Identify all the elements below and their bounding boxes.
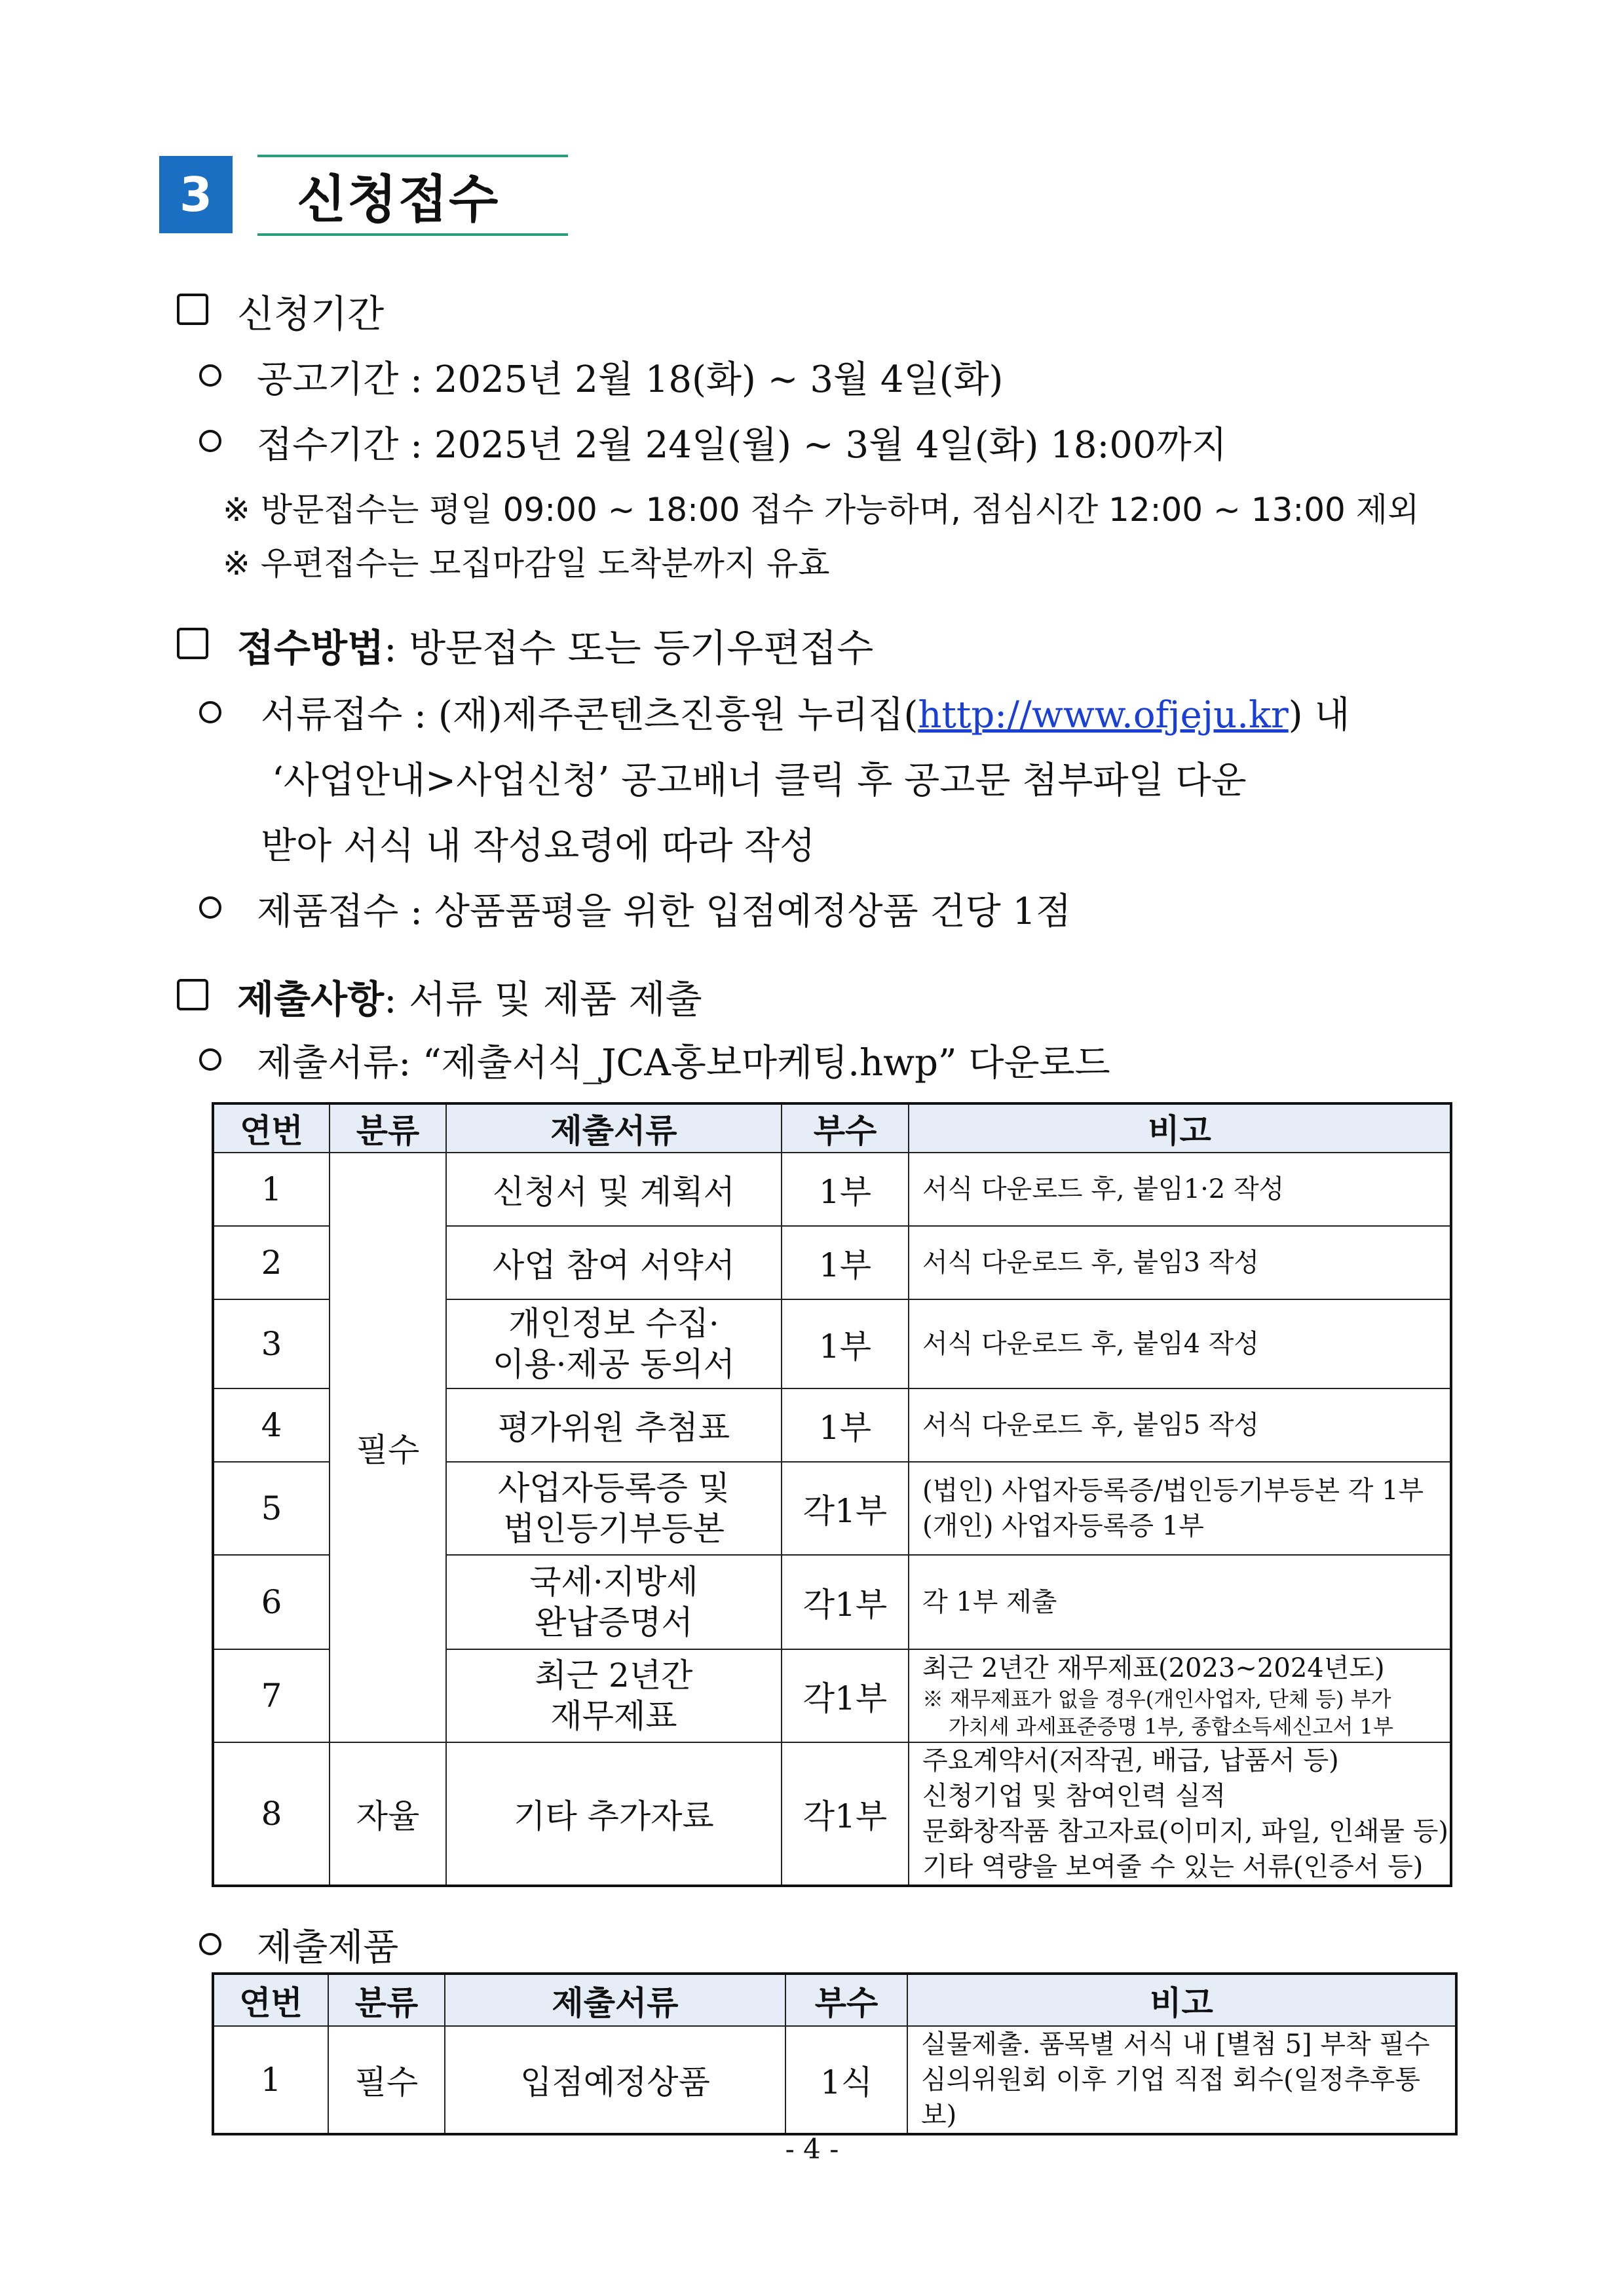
category-required: 필수 [330, 1153, 446, 1742]
header-remarks: 비고 [909, 1103, 1451, 1153]
row-qty: 1부 [782, 1153, 909, 1226]
row-note-line: (법인) 사업자등록증/법인등기부등본 각 1부 [922, 1476, 1424, 1506]
row-note: 서식 다운로드 후, 붙임5 작성 [909, 1388, 1451, 1462]
products-label: 제출제품 [257, 1926, 399, 1969]
circle-bullet-icon [199, 364, 221, 387]
circle-bullet-icon [199, 430, 221, 452]
checkbox-bullet-icon [177, 294, 208, 325]
row-note [909, 1462, 1451, 1555]
row-note-line: 실물제출. 품목별 서식 내 [별첨 5] 부착 필수 [921, 2029, 1430, 2059]
row-note: 서식 다운로드 후, 붙임1·2 작성 [909, 1153, 1451, 1226]
row-no: 8 [213, 1742, 330, 1886]
row-doc: 사업 참여 서약서 [446, 1226, 782, 1299]
header-qty: 부수 [785, 1974, 907, 2026]
header-no: 연번 [213, 1103, 330, 1153]
row-note-line: 최근 2년간 재무제표(2023~2024년도) [922, 1653, 1385, 1684]
doc-receipt-line2: ‘사업안내>사업신청’ 공고배너 클릭 후 공고문 첨부파일 다운 [272, 759, 1247, 802]
table-row [213, 1742, 1451, 1886]
row-note-line: 심의위원회 이후 기업 직접 회수(일정추후통보) [921, 2065, 1420, 2130]
website-link[interactable]: http://www.ofjeju.kr [918, 694, 1289, 737]
row-qty: 각1부 [782, 1649, 909, 1742]
receipt-period: 접수기간 : 2025년 2월 24일(월) ~ 3월 4일(화) 18:00까지 [257, 424, 1227, 467]
row-qty: 각1부 [782, 1555, 909, 1649]
row-doc-line: 이용·제공 동의서 [493, 1345, 735, 1383]
submission-heading-rest: : 서류 및 제품 제출 [384, 977, 702, 1022]
doc-receipt-line3: 받아 서식 내 작성요령에 따라 작성 [261, 825, 816, 868]
row-note-line: 주요계약서(저작권, 배급, 납품서 등) [922, 1746, 1339, 1776]
row-no: 1 [213, 2026, 328, 2134]
product-receipt: 제품접수 : 상품품평을 위한 입점예정상품 건당 1점 [257, 890, 1072, 933]
row-doc-line: 개인정보 수집· [508, 1304, 719, 1343]
row-no: 5 [213, 1462, 330, 1555]
doc-receipt-line1 [261, 686, 1453, 738]
row-doc-line: 최근 2년간 [535, 1656, 693, 1694]
row-doc: 기타 추가자료 [446, 1742, 782, 1886]
row-qty: 1부 [782, 1299, 909, 1388]
row-qty: 1식 [785, 2026, 907, 2134]
row-qty: 각1부 [782, 1742, 909, 1886]
section-number: 3 [159, 156, 233, 233]
row-doc [446, 1462, 782, 1555]
row-note-line: 기타 역량을 보여줄 수 있는 서류(인증서 등) [922, 1852, 1424, 1882]
header-category: 분류 [328, 1974, 445, 2026]
row-note: 서식 다운로드 후, 붙임4 작성 [909, 1299, 1451, 1388]
row-no: 2 [213, 1226, 330, 1299]
header-document: 제출서류 [446, 1103, 782, 1153]
checkbox-bullet-icon [177, 628, 208, 659]
row-note: 서식 다운로드 후, 붙임3 작성 [909, 1226, 1451, 1299]
row-no: 4 [213, 1388, 330, 1462]
note-mail: ※ 우편접수는 모집마감일 도착분까지 유효 [223, 545, 830, 583]
page-number: - 4 - [785, 2133, 839, 2165]
row-doc-line: 국세·지방세 [529, 1562, 698, 1601]
row-qty: 1부 [782, 1226, 909, 1299]
table-header-row [213, 1974, 1456, 2026]
header-remarks: 비고 [907, 1974, 1456, 2026]
row-doc-line: 완납증명서 [535, 1603, 693, 1641]
row-note: 각 1부 제출 [909, 1555, 1451, 1649]
header-document: 제출서류 [445, 1974, 785, 2026]
category-optional: 자율 [330, 1742, 446, 1886]
method-heading-rest: : 방문접수 또는 등기우편접수 [384, 626, 874, 670]
header-qty: 부수 [782, 1103, 909, 1153]
method-heading-bold: 접수방법 [237, 626, 385, 670]
row-note-line: 가치세 과세표준증명 1부, 종합소득세신고서 1부 [949, 1714, 1393, 1739]
products-table [212, 1972, 1458, 2135]
row-no: 3 [213, 1299, 330, 1388]
period-heading: 신청기간 [237, 292, 385, 336]
circle-bullet-icon [199, 1048, 221, 1071]
table-header-row [213, 1103, 1451, 1153]
header-category: 분류 [330, 1103, 446, 1153]
section-title: 신청접수 [297, 170, 500, 229]
row-qty: 각1부 [782, 1462, 909, 1555]
row-doc: 신청서 및 계획서 [446, 1153, 782, 1226]
row-doc-line: 재무제표 [550, 1697, 677, 1735]
circle-bullet-icon [199, 701, 221, 723]
row-doc-line: 법인등기부등본 [502, 1510, 725, 1548]
row-category: 필수 [328, 2026, 445, 2134]
submission-heading-bold: 제출사항 [237, 977, 385, 1022]
row-qty: 1부 [782, 1388, 909, 1462]
table-row [213, 1153, 1451, 1226]
row-no: 1 [213, 1153, 330, 1226]
row-no: 6 [213, 1555, 330, 1649]
section-title-box [257, 155, 568, 236]
row-note [909, 1649, 1451, 1742]
row-doc: 평가위원 추첨표 [446, 1388, 782, 1462]
docs-label: 제출서류: “제출서식_JCA홍보마케팅.hwp” 다운로드 [257, 1042, 1110, 1084]
checkbox-bullet-icon [177, 979, 208, 1010]
row-note-line: (개인) 사업자등록증 1부 [922, 1511, 1204, 1541]
row-no: 7 [213, 1649, 330, 1742]
note-visit: ※ 방문접수는 평일 09:00 ~ 18:00 접수 가능하며, 점심시간 12:00 ~ 13:00 제외 [223, 491, 1420, 529]
doc-receipt-suffix: ) 내 [1288, 694, 1350, 737]
row-doc-line: 사업자등록증 및 [498, 1468, 730, 1507]
doc-receipt-prefix: 서류접수 : (재)제주콘텐츠진흥원 누리집( [261, 694, 918, 737]
submission-heading [237, 968, 702, 1024]
notice-period: 공고기간 : 2025년 2월 18(화) ~ 3월 4일(화) [257, 358, 1004, 401]
row-doc: 입점예정상품 [445, 2026, 785, 2134]
table-row [213, 2026, 1456, 2134]
row-note [907, 2026, 1456, 2134]
row-note-line: 문화창작품 참고자료(이미지, 파일, 인쇄물 등) [922, 1816, 1449, 1846]
method-heading [237, 617, 873, 672]
row-doc [446, 1555, 782, 1649]
circle-bullet-icon [199, 1933, 221, 1955]
row-note-line: ※ 재무제표가 없을 경우(개인사업자, 단체 등) 부가 [922, 1687, 1391, 1712]
circle-bullet-icon [199, 896, 221, 919]
row-note [909, 1742, 1451, 1886]
row-note-line: 신청기업 및 참여인력 실적 [922, 1781, 1226, 1811]
row-doc [446, 1299, 782, 1388]
documents-table [212, 1102, 1452, 1887]
header-no: 연번 [213, 1974, 328, 2026]
row-doc [446, 1649, 782, 1742]
